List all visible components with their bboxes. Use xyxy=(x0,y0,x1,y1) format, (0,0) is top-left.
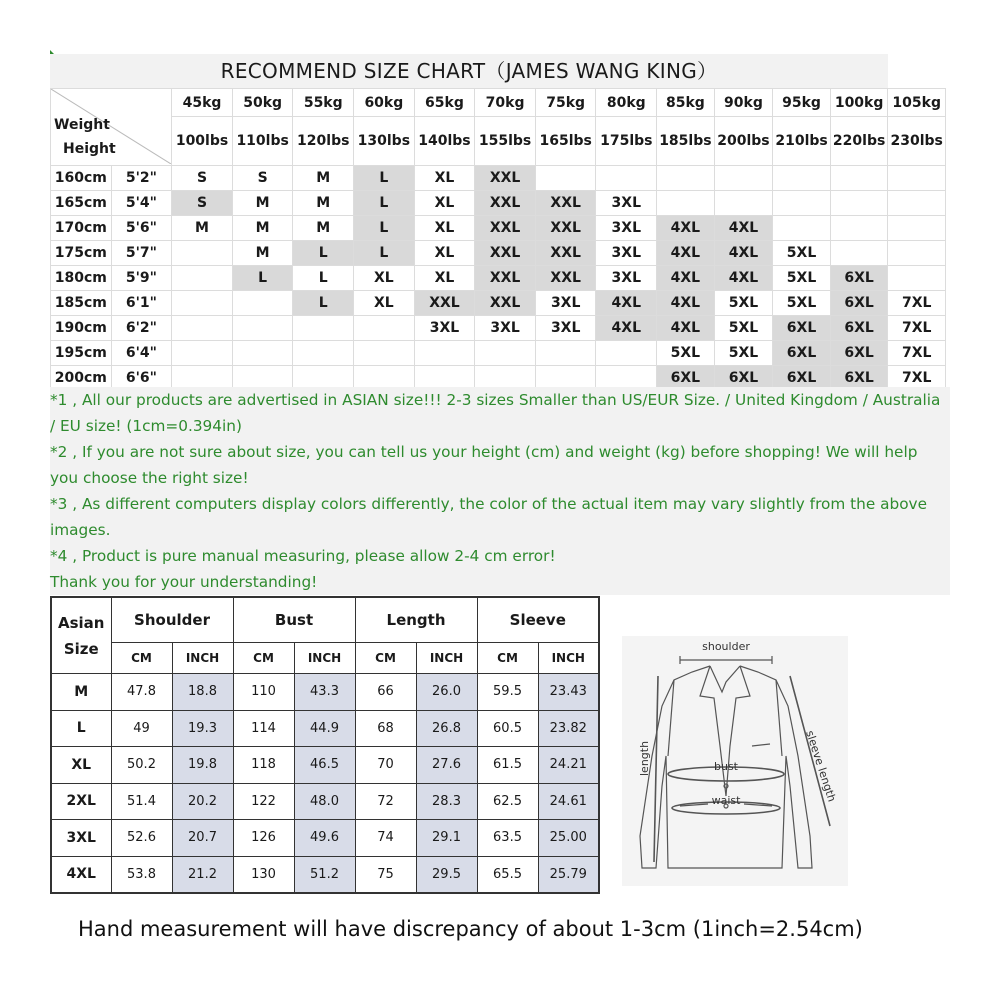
size-cell xyxy=(830,216,888,241)
cm-value-cell: 51.4 xyxy=(111,783,172,820)
size-cell xyxy=(535,166,596,191)
length-label: length xyxy=(638,740,651,776)
cm-value-cell: 126 xyxy=(233,820,294,857)
size-cell: XXL xyxy=(475,266,536,291)
size-cell: L xyxy=(293,266,354,291)
size-cell: M xyxy=(293,166,354,191)
size-cell: 7XL xyxy=(888,291,946,316)
inch-value-cell: 43.3 xyxy=(294,674,355,711)
inch-value-cell: 19.8 xyxy=(172,747,233,784)
cm-value-cell: 59.5 xyxy=(477,674,538,711)
inch-value-cell: 20.7 xyxy=(172,820,233,857)
size-cell: S xyxy=(232,166,293,191)
weight-kg-header: 55kg xyxy=(293,89,354,117)
size-cell: 4XL xyxy=(657,266,715,291)
size-cell xyxy=(172,316,233,341)
height-ft-cell: 5'7" xyxy=(111,241,172,266)
size-cell: XXL xyxy=(535,241,596,266)
unit-inch-header: INCH xyxy=(416,643,477,674)
chart-title: RECOMMEND SIZE CHART（JAMES WANG KING） xyxy=(50,54,888,88)
height-ft-cell: 5'6" xyxy=(111,216,172,241)
size-row xyxy=(51,241,946,266)
height-ft-cell: 6'2" xyxy=(111,316,172,341)
jacket-illustration xyxy=(622,636,848,886)
asian-size-label-2: Size xyxy=(63,639,99,658)
cm-value-cell: 52.6 xyxy=(111,820,172,857)
measurement-size-label: XL xyxy=(51,747,111,784)
size-cell xyxy=(172,241,233,266)
height-cm-cell: 170cm xyxy=(51,216,112,241)
note-2: *2 , If you are not sure about size, you can tell us your height (cm) and weight (kg) before shopping! We will help you choose the right size! xyxy=(50,443,918,487)
size-cell: XL xyxy=(414,241,475,266)
size-cell: 6XL xyxy=(773,316,831,341)
inch-value-cell: 24.21 xyxy=(538,747,599,784)
inch-value-cell: 28.3 xyxy=(416,783,477,820)
sleeve-length-label: sleeve length xyxy=(803,728,839,804)
size-cell: 3XL xyxy=(535,291,596,316)
note-1: *1 , All our products are advertised in ASIAN size!!! 2-3 sizes Smaller than US/EUR Size. / United Kingdom / Australia / EU size! (1cm=0.394in) xyxy=(50,391,941,435)
notes-section xyxy=(50,387,950,595)
size-cell: 6XL xyxy=(830,316,888,341)
cm-value-cell: 61.5 xyxy=(477,747,538,784)
size-cell: 6XL xyxy=(714,366,773,391)
size-cell: L xyxy=(293,291,354,316)
size-cell xyxy=(414,341,475,366)
size-row xyxy=(51,291,946,316)
size-row xyxy=(51,341,946,366)
size-cell: 6XL xyxy=(773,366,831,391)
size-cell: 5XL xyxy=(773,241,831,266)
size-cell xyxy=(657,166,715,191)
inch-value-cell: 21.2 xyxy=(172,856,233,893)
size-row xyxy=(51,166,946,191)
size-cell: L xyxy=(293,241,354,266)
weight-lbs-header: 200lbs xyxy=(714,117,773,166)
size-cell: 3XL xyxy=(596,241,657,266)
size-cell xyxy=(232,316,293,341)
size-cell xyxy=(714,191,773,216)
inch-value-cell: 29.1 xyxy=(416,820,477,857)
measurement-size-label: M xyxy=(51,674,111,711)
cm-value-cell: 74 xyxy=(355,820,416,857)
measurement-size-label: 2XL xyxy=(51,783,111,820)
size-cell: XL xyxy=(354,291,415,316)
jacket-diagram xyxy=(622,636,848,886)
inch-value-cell: 24.61 xyxy=(538,783,599,820)
size-cell: 4XL xyxy=(714,216,773,241)
cm-value-cell: 118 xyxy=(233,747,294,784)
size-cell: XXL xyxy=(475,216,536,241)
measurement-row xyxy=(51,747,599,784)
size-row xyxy=(51,316,946,341)
size-cell: XXL xyxy=(535,191,596,216)
size-cell: 5XL xyxy=(773,266,831,291)
size-cell: L xyxy=(354,216,415,241)
size-cell: 4XL xyxy=(657,241,715,266)
size-cell xyxy=(888,166,946,191)
size-cell: XL xyxy=(414,266,475,291)
measurement-size-label: L xyxy=(51,710,111,747)
size-cell: 4XL xyxy=(596,316,657,341)
size-cell: L xyxy=(354,166,415,191)
size-cell xyxy=(475,341,536,366)
size-cell: XL xyxy=(414,166,475,191)
size-cell: 5XL xyxy=(657,341,715,366)
weight-lbs-header: 230lbs xyxy=(888,117,946,166)
size-cell xyxy=(888,241,946,266)
weight-kg-header: 100kg xyxy=(830,89,888,117)
size-cell xyxy=(293,341,354,366)
waist-label: waist xyxy=(711,794,741,807)
weight-kg-header: 75kg xyxy=(535,89,596,117)
size-cell: 5XL xyxy=(714,291,773,316)
height-cm-cell: 160cm xyxy=(51,166,112,191)
unit-inch-header: INCH xyxy=(538,643,599,674)
height-ft-cell: 5'2" xyxy=(111,166,172,191)
size-cell: 3XL xyxy=(596,266,657,291)
size-cell: L xyxy=(354,191,415,216)
weight-lbs-header: 130lbs xyxy=(354,117,415,166)
cm-value-cell: 47.8 xyxy=(111,674,172,711)
size-cell: L xyxy=(232,266,293,291)
height-cm-cell: 195cm xyxy=(51,341,112,366)
size-cell: M xyxy=(293,216,354,241)
length-header: Length xyxy=(355,597,477,643)
cm-value-cell: 114 xyxy=(233,710,294,747)
inch-value-cell: 23.43 xyxy=(538,674,599,711)
size-cell: 7XL xyxy=(888,366,946,391)
size-cell: XXL xyxy=(475,166,536,191)
size-cell: S xyxy=(172,191,233,216)
size-cell xyxy=(773,216,831,241)
inch-value-cell: 23.82 xyxy=(538,710,599,747)
size-cell: M xyxy=(293,191,354,216)
size-cell: 4XL xyxy=(657,216,715,241)
size-cell xyxy=(354,341,415,366)
cm-value-cell: 75 xyxy=(355,856,416,893)
inch-value-cell: 26.0 xyxy=(416,674,477,711)
size-cell xyxy=(714,166,773,191)
measurement-table xyxy=(50,596,600,894)
size-cell xyxy=(535,341,596,366)
size-cell: 6XL xyxy=(830,366,888,391)
cm-value-cell: 122 xyxy=(233,783,294,820)
measurement-row xyxy=(51,856,599,893)
unit-cm-header: CM xyxy=(477,643,538,674)
cm-value-cell: 70 xyxy=(355,747,416,784)
cm-value-cell: 66 xyxy=(355,674,416,711)
corner-height-label: Height xyxy=(63,141,116,157)
size-cell: 6XL xyxy=(830,291,888,316)
size-row xyxy=(51,266,946,291)
asian-size-label-1: Asian xyxy=(58,613,105,632)
inch-value-cell: 25.79 xyxy=(538,856,599,893)
size-cell xyxy=(354,316,415,341)
height-cm-cell: 175cm xyxy=(51,241,112,266)
size-cell xyxy=(888,266,946,291)
size-cell: 6XL xyxy=(830,341,888,366)
measurement-row xyxy=(51,710,599,747)
size-cell xyxy=(293,316,354,341)
weight-lbs-header: 210lbs xyxy=(773,117,831,166)
cm-value-cell: 68 xyxy=(355,710,416,747)
size-cell: 3XL xyxy=(535,316,596,341)
weight-lbs-header: 100lbs xyxy=(172,117,233,166)
height-ft-cell: 5'9" xyxy=(111,266,172,291)
cm-value-cell: 62.5 xyxy=(477,783,538,820)
measurement-row xyxy=(51,783,599,820)
weight-kg-header: 70kg xyxy=(475,89,536,117)
weight-kg-header: 90kg xyxy=(714,89,773,117)
size-cell: XXL xyxy=(535,266,596,291)
cm-value-cell: 63.5 xyxy=(477,820,538,857)
cm-value-cell: 60.5 xyxy=(477,710,538,747)
inch-value-cell: 46.5 xyxy=(294,747,355,784)
weight-lbs-header: 220lbs xyxy=(830,117,888,166)
weight-lbs-header: 185lbs xyxy=(657,117,715,166)
size-row xyxy=(51,216,946,241)
size-cell: 4XL xyxy=(657,291,715,316)
size-cell: 5XL xyxy=(714,341,773,366)
size-cell xyxy=(657,191,715,216)
inch-value-cell: 48.0 xyxy=(294,783,355,820)
note-4: *4 , Product is pure manual measuring, please allow 2-4 cm error! xyxy=(50,547,556,565)
size-cell: XXL xyxy=(475,191,536,216)
cm-value-cell: 49 xyxy=(111,710,172,747)
size-cell: XXL xyxy=(535,216,596,241)
size-cell: XL xyxy=(354,266,415,291)
weight-kg-header: 85kg xyxy=(657,89,715,117)
size-cell xyxy=(830,241,888,266)
inch-value-cell: 18.8 xyxy=(172,674,233,711)
weight-kg-header: 80kg xyxy=(596,89,657,117)
footer-note: Hand measurement will have discrepancy of about 1-3cm (1inch=2.54cm) xyxy=(78,917,863,941)
size-cell xyxy=(172,341,233,366)
weight-lbs-header: 175lbs xyxy=(596,117,657,166)
size-cell: M xyxy=(232,216,293,241)
size-row xyxy=(51,191,946,216)
unit-cm-header: CM xyxy=(111,643,172,674)
size-cell: 3XL xyxy=(475,316,536,341)
size-cell xyxy=(830,166,888,191)
weight-lbs-header: 120lbs xyxy=(293,117,354,166)
cm-value-cell: 50.2 xyxy=(111,747,172,784)
weight-lbs-header: 140lbs xyxy=(414,117,475,166)
weight-lbs-header: 165lbs xyxy=(535,117,596,166)
inch-value-cell: 25.00 xyxy=(538,820,599,857)
measurement-size-label: 4XL xyxy=(51,856,111,893)
size-cell: 4XL xyxy=(714,266,773,291)
weight-kg-header: 95kg xyxy=(773,89,831,117)
size-cell: XXL xyxy=(475,241,536,266)
size-cell: XL xyxy=(414,216,475,241)
size-cell xyxy=(773,166,831,191)
size-cell xyxy=(232,291,293,316)
size-cell: M xyxy=(232,241,293,266)
cm-value-cell: 65.5 xyxy=(477,856,538,893)
size-cell: 5XL xyxy=(773,291,831,316)
inch-value-cell: 26.8 xyxy=(416,710,477,747)
weight-lbs-header: 110lbs xyxy=(232,117,293,166)
inch-value-cell: 20.2 xyxy=(172,783,233,820)
size-cell: 3XL xyxy=(414,316,475,341)
bust-label: bust xyxy=(714,760,738,773)
inch-value-cell: 49.6 xyxy=(294,820,355,857)
size-cell xyxy=(830,191,888,216)
height-cm-cell: 180cm xyxy=(51,266,112,291)
size-cell: XL xyxy=(414,191,475,216)
size-cell: 7XL xyxy=(888,316,946,341)
height-ft-cell: 6'4" xyxy=(111,341,172,366)
size-cell: 4XL xyxy=(596,291,657,316)
height-ft-cell: 6'1" xyxy=(111,291,172,316)
inch-value-cell: 27.6 xyxy=(416,747,477,784)
size-cell xyxy=(888,191,946,216)
size-cell: 6XL xyxy=(830,266,888,291)
sleeve-header: Sleeve xyxy=(477,597,599,643)
size-cell: 4XL xyxy=(714,241,773,266)
shoulder-label: shoulder xyxy=(702,640,750,653)
inch-value-cell: 29.5 xyxy=(416,856,477,893)
size-cell: 4XL xyxy=(657,316,715,341)
cm-value-cell: 110 xyxy=(233,674,294,711)
size-cell: L xyxy=(354,241,415,266)
height-cm-cell: 165cm xyxy=(51,191,112,216)
unit-cm-header: CM xyxy=(355,643,416,674)
size-cell: 6XL xyxy=(657,366,715,391)
size-cell xyxy=(596,341,657,366)
size-cell: 6XL xyxy=(773,341,831,366)
height-ft-cell: 6'6" xyxy=(111,366,172,391)
height-cm-cell: 190cm xyxy=(51,316,112,341)
size-cell xyxy=(232,341,293,366)
weight-kg-header: 65kg xyxy=(414,89,475,117)
size-cell xyxy=(172,266,233,291)
weight-height-corner xyxy=(51,89,172,166)
unit-cm-header: CM xyxy=(233,643,294,674)
note-3: *3 , As different computers display colors differently, the color of the actual item may vary slightly from the above images. xyxy=(50,495,928,539)
cm-value-cell: 72 xyxy=(355,783,416,820)
shoulder-header: Shoulder xyxy=(111,597,233,643)
size-cell: S xyxy=(172,166,233,191)
unit-inch-header: INCH xyxy=(294,643,355,674)
weight-kg-header: 50kg xyxy=(232,89,293,117)
size-cell: M xyxy=(232,191,293,216)
weight-lbs-header: 155lbs xyxy=(475,117,536,166)
measurement-row xyxy=(51,820,599,857)
inch-value-cell: 51.2 xyxy=(294,856,355,893)
size-cell xyxy=(773,191,831,216)
bust-header: Bust xyxy=(233,597,355,643)
asian-size-header xyxy=(51,597,111,674)
corner-weight-label: Weight xyxy=(54,117,110,133)
size-recommendation-table xyxy=(50,88,946,391)
inch-value-cell: 19.3 xyxy=(172,710,233,747)
size-cell xyxy=(172,291,233,316)
cm-value-cell: 53.8 xyxy=(111,856,172,893)
size-cell: 3XL xyxy=(596,191,657,216)
measurement-row xyxy=(51,674,599,711)
size-cell: 5XL xyxy=(714,316,773,341)
size-cell: 3XL xyxy=(596,216,657,241)
inch-value-cell: 44.9 xyxy=(294,710,355,747)
height-cm-cell: 200cm xyxy=(51,366,112,391)
cm-value-cell: 130 xyxy=(233,856,294,893)
height-ft-cell: 5'4" xyxy=(111,191,172,216)
weight-kg-header: 60kg xyxy=(354,89,415,117)
measurement-size-label: 3XL xyxy=(51,820,111,857)
height-cm-cell: 185cm xyxy=(51,291,112,316)
note-thanks: Thank you for your understanding! xyxy=(50,573,318,591)
size-cell: XXL xyxy=(475,291,536,316)
weight-kg-header: 45kg xyxy=(172,89,233,117)
size-cell: 7XL xyxy=(888,341,946,366)
size-cell xyxy=(888,216,946,241)
size-cell: M xyxy=(172,216,233,241)
weight-kg-header: 105kg xyxy=(888,89,946,117)
size-cell: XXL xyxy=(414,291,475,316)
unit-inch-header: INCH xyxy=(172,643,233,674)
size-cell xyxy=(596,166,657,191)
